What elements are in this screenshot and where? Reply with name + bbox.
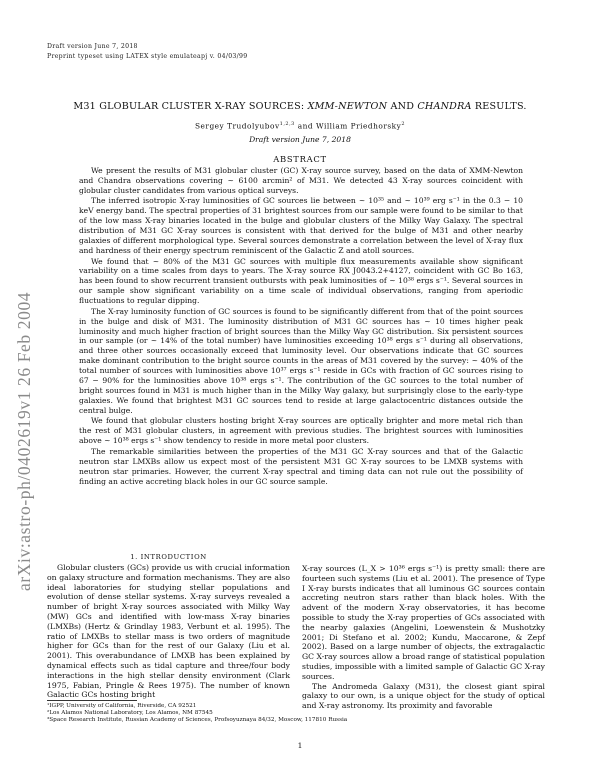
author-2: William Priedhorsky	[315, 121, 402, 131]
title-suffix: RESULTS.	[471, 101, 527, 112]
intro-paragraph: The Andromeda Galaxy (M31), the closest giant spiral galaxy to our own, is a unique object for the study of optical and X-ray astronomy. Its proximity and favorable	[302, 681, 545, 711]
author-2-affiliation: 2	[401, 121, 406, 127]
abstract-paragraph: We found that globular clusters hosting bright X-ray sources are optically brighter and more metal rich than the rest of M31 globular clusters, in agreement with previous studies. The brightest sources with luminosities above ~ 10³⁸ ergs s⁻¹ show tendency to reside in more metal poor clusters.	[79, 416, 523, 446]
left-column	[47, 563, 290, 700]
abstract-paragraph: We present the results of M31 globular cluster (GC) X-ray source survey, based on the data of XMM-Newton and Chandra observations covering ~ 6100 arcmin² of M31. We detected 43 X-ray sources coincident with globular cluster candidates from various optical surveys.	[79, 166, 523, 195]
abstract-paragraph: The remarkable similarities between the properties of the M31 GC X-ray sources and that of the Galactic neutron star LMXBs allow us expect most of the persistent M31 GC X-ray sources to be LMXB systems with neutron star primaries. However, the current X-ray spectral and timing data can not rule out the possibility of finding an active accreting black holes in our GC source sample.	[79, 446, 523, 486]
section-heading-introduction: 1. INTRODUCTION	[130, 553, 207, 561]
footnote-3: ³Space Research Institute, Russian Academy of Sciences, Profsoyuznaya 84/32, Moscow, 117810 Russia	[47, 717, 348, 724]
title-chandra: CHANDRA	[417, 101, 472, 112]
title-prefix: M31 GLOBULAR CLUSTER X-RAY SOURCES:	[73, 101, 308, 112]
right-column	[302, 564, 545, 711]
abstract-paragraph: The inferred isotropic X-ray luminosities of GC sources lie between ~ 10³⁵ and ~ 10³⁹ erg s⁻¹ in the 0.3 − 10 keV energy band. The spectral properties of 31 brightest sources from our sample were found to be similar to that of the low mass X-ray binaries located in the bulge and globular clusters of the Milky Way Galaxy. The spectral distribution of M31 GC X-ray sources is consistent with that derived for the bulge of M31 and other nearby galaxies of different morphological type. Several sources demonstrate a correlation between the level of X-ray flux and hardness of their energy spectrum reminiscent of the Galactic Z and atoll sources.	[79, 196, 523, 255]
abstract-paragraph: The X-ray luminosity function of GC sources is found to be significantly different from that of the point sources in the bulge and disk of M31. The luminosity distribution of M31 GC sources has ~ 10 times higher peak luminosity and much higher fraction of bright sources than the Milky Way GC distribution. Six persistent sources in our sample (or ~ 14% of the total number) have luminosities exceeding 10³⁸ ergs s⁻¹ during all observations, and three other sources occasionally exceed that luminosity level. Our observations indicate that GC sources make dominant contribution to the bright source counts in the areas of M31 covered by the survey: ~ 40% of the total number of sources with luminosities above 10³⁷ ergs s⁻¹ reside in GCs with fraction of GC sources rising to 67 − 90% for the luminosities above 10³⁸ ergs s⁻¹. The contribution of the GC sources to the total number of bright sources found in M31 is much higher than in the Milky Way galaxy, but surprisingly close to the early-type galaxies. We found that brightest M31 GC sources tend to reside at large galactocentric distances outside the central bulge.	[79, 306, 523, 415]
preprint-line: Preprint typeset using LATEX style emulateapj v. 04/03/99	[47, 53, 248, 60]
abstract-body	[79, 166, 523, 486]
abstract-heading: ABSTRACT	[273, 154, 327, 164]
draft-date-line: Draft version June 7, 2018	[47, 43, 138, 50]
draft-version: Draft version June 7, 2018	[249, 135, 351, 144]
footnote-2: ²Los Alamos National Laboratory, Los Alamos, NM 87545	[47, 710, 213, 717]
footnote-1: ¹IGPP, University of California, Riverside, CA 92521	[47, 703, 197, 709]
author-1: Sergey Trudolyubov	[194, 121, 280, 131]
authors-and: and	[294, 121, 316, 131]
page-number: 1	[297, 741, 303, 750]
title-and: AND	[387, 101, 418, 112]
paper-title	[60, 101, 540, 112]
arxiv-id-sidebar[interactable]: arXiv:astro-ph/0402619v1 26 Feb 2004	[14, 291, 34, 591]
abstract-paragraph: We found that ~ 80% of the M31 GC sources with multiple flux measurements available show significant variability on a time scales from days to years. The X-ray source RX J0043.2+4127, coincident with GC Bo 163, has been found to show recurrent transient outbursts with peak luminosities of ~ 10³⁸ ergs s⁻¹. Several sources in our sample show significant variability on a time scale of individual observations, ranging from aperiodic fluctuations to regular dipping.	[79, 256, 523, 306]
footnotes	[47, 703, 567, 725]
author-1-affiliation: 1,2,3	[279, 121, 295, 127]
intro-paragraph: Globular clusters (GCs) provide us with crucial information on galaxy structure and formation mechanisms. They are also ideal laboratories for studying stellar populations and evolution of dense stellar systems. X-ray surveys revealed a number of bright X-ray sources associated with Milky Way (MW) GCs and identified with low-mass X-ray binaries (LMXBs) (Hertz & Grindlay 1983, Verbunt et al. 1995). The ratio of LMXBs to stellar mass is two orders of magnitude higher for GCs than for the rest of our Galaxy (Liu et al. 2001). This overabundance of LMXB has been explained by dynamical effects such as tidal capture and three/four body interactions in the high stellar density environment (Clark 1975, Fabian, Pringle & Rees 1975). The number of known Galactic GCs hosting bright	[47, 563, 290, 700]
author-line	[60, 121, 540, 130]
footnote-rule	[47, 700, 137, 701]
title-xmm: XMM-NEWTON	[307, 101, 388, 112]
intro-paragraph-continued: X-ray sources (L_X > 10³⁶ ergs s⁻¹) is pretty small: there are fourteen such systems (Liu et al. 2001). The presence of Type I X-ray bursts indicates that all luminous GC sources contain accreting neutron stars rather than black holes. With the advent of the modern X-ray observatories, it has become possible to study the X-ray properties of GCs associated with the nearby galaxies (Angelini, Loewenstein & Mushotzky 2001; Di Stefano et al. 2002; Kundu, Maccarone, & Zepf 2002). Based on a large number of objects, the extragalactic GC X-ray sources allow a broad range of statistical population studies, impossible with a limited sample of Galactic GC X-ray sources.	[302, 564, 545, 681]
